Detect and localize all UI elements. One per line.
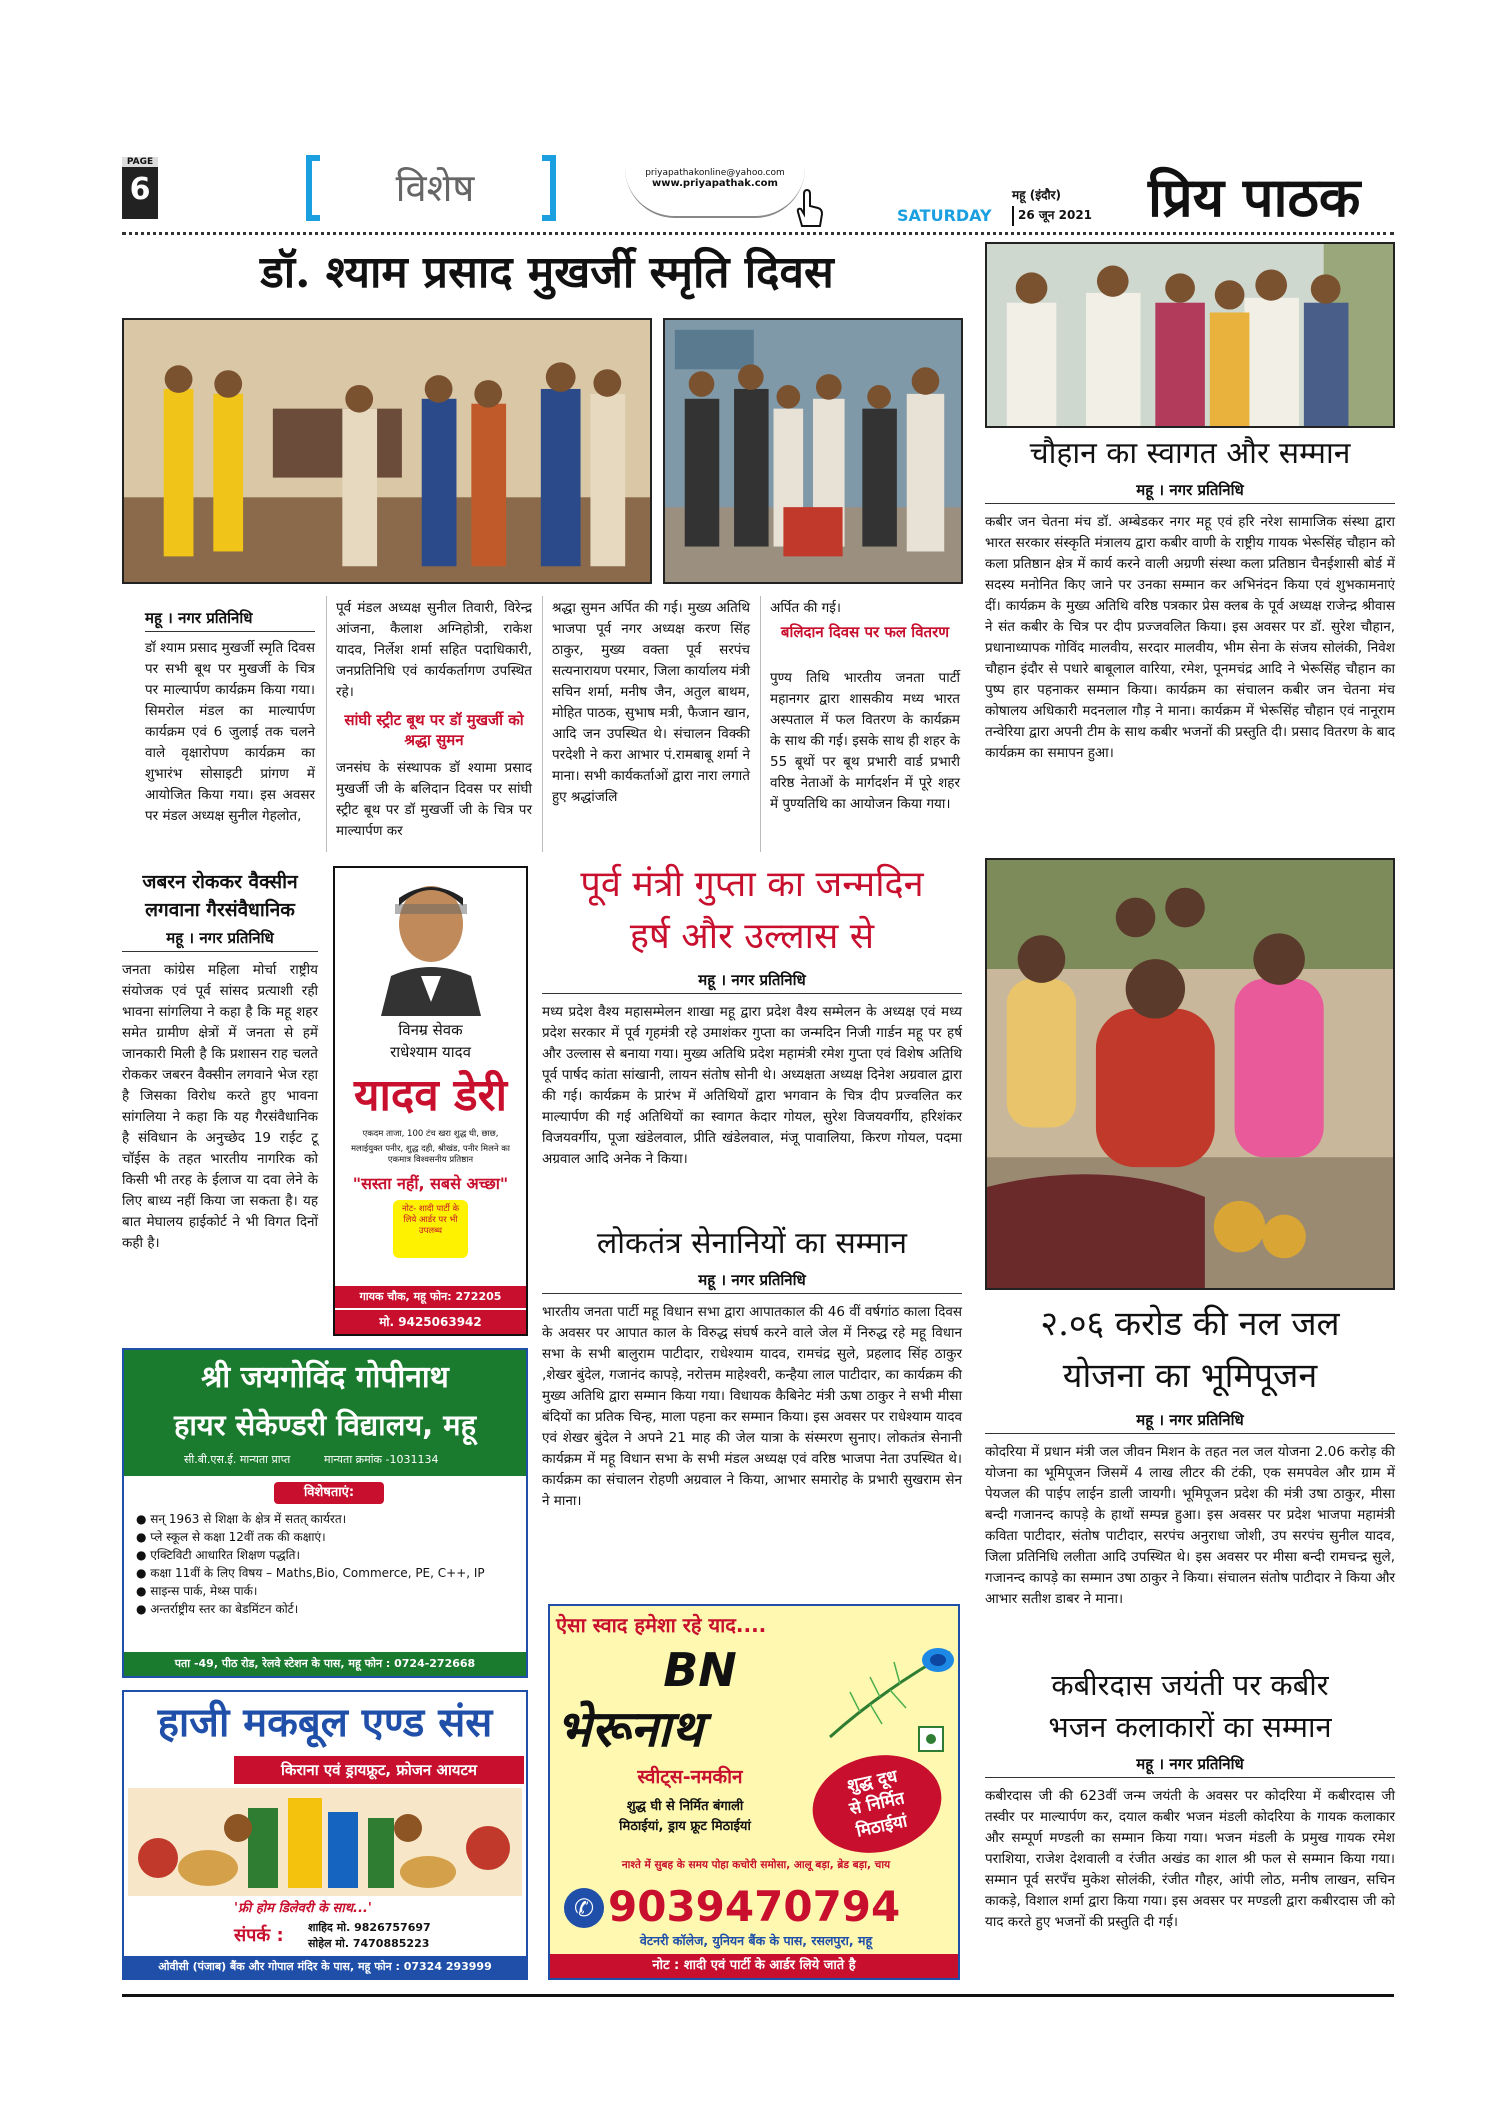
gupta-headline-1: पूर्व मंत्री गुप्ता का जन्मदिन <box>580 864 924 905</box>
kabir-headline-2: भजन कलाकारों का सम्मान <box>1048 1710 1332 1744</box>
yadav-line-1: एकदम ताजा, 100 टंच खरा शुद्ध घी, छाछ, <box>362 1129 499 1139</box>
section-bracket-left <box>306 155 320 221</box>
gupta-byline: महू । नगर प्रतिनिधि <box>542 970 962 994</box>
loktantra-byline: महू । नगर प्रतिनिधि <box>542 1270 962 1294</box>
yadav-caption-2: राधेश्याम यादव <box>390 1043 471 1061</box>
nal-jal-body: कोदरिया में प्रधान मंत्री जल जीवन मिशन के तहत नल जल योजना 2.06 करोड़ की योजना का भूमिपूजन जिसमें 4 लाख लीटर की टंकी, एक समपवेल और ग्राम में पेयजल की पाईप लाईन डाली जायगी। भूमिपूजन प्रदेश की मंत्री उषा ठाकुर, मीसा बन्दी गजानन्द कापड़े के हाथों सम्पन्न हुआ। इस अवसर पर प्रदेश भाजपा महामंत्री कविता पाटीदार, संतोष पाटीदार, सरपंच अनुराधा जोशी, उप सरपंच सुनील यादव, जिला प्रतिनिधि ललीता आदि उपस्थित थे। इस अवसर पर मीसा बन्दी रामचन्द्र सुले, गजानन्द कापड़े का सम्मान उषा ठाकुर ने किया। संचालन संतोष पाटीदार ने किया और आभार सतीश डाबर ने माना। <box>985 1444 1395 1607</box>
school-feature: ● अन्तर्राष्ट्रीय स्तर का बेडमिंटन कोर्ट। <box>136 1602 299 1616</box>
haji-ad <box>122 1690 528 1980</box>
main-subhead-1: सांघी स्ट्रीट बूथ पर डॉ मुखर्जी को श्रद्धा सुमन <box>344 711 524 749</box>
col-rule <box>760 596 761 852</box>
main-photo-2 <box>663 318 963 584</box>
page-tag <box>122 157 158 219</box>
haji-footer: ओवीसी (पंजाब) बैंक और गोपाल मंदिर के पास, महू फोन : 07324 293999 <box>124 1956 526 1978</box>
bheru-logo: BN <box>663 1643 737 1697</box>
bheru-badge-3: मिठाईयां <box>854 1811 910 1842</box>
bheru-line-1: शुद्ध घी से निर्मित बंगाली <box>626 1799 744 1814</box>
bheru-address: वेटनरी कॉलेज, युनियन बैंक के पास, रसलपुरा, महू <box>639 1933 873 1948</box>
school-title-2: हायर सेकेण्डरी विद्यालय, महू <box>173 1408 477 1442</box>
bheru-note: नोट : शादी एवं पार्टी के आर्डर लिये जाते है <box>550 1954 958 1978</box>
kabir-byline: महू । नगर प्रतिनिधि <box>985 1754 1395 1778</box>
bheru-breakfast: नाश्ते में सुबह के समय पोहा कचोरी समोसा, आलू बड़ा, ब्रेड बड़ा, चाय <box>621 1859 891 1871</box>
page-tag-label: PAGE <box>122 157 158 167</box>
vaccine-headline: जबरन रोककर वैक्सीन लगवाना गैरसंवैधानिक <box>142 871 298 921</box>
bheru-badge-2: से निर्मित <box>847 1788 907 1820</box>
school-feature-text: साइन्स पार्क, मेथ्स पार्क। <box>150 1584 258 1598</box>
date-label: 26 जून 2021 <box>1012 206 1102 226</box>
school-feature-text: अन्तर्राष्ट्रीय स्तर का बेडमिंटन कोर्ट। <box>150 1602 299 1616</box>
col-rule <box>326 596 327 852</box>
haji-contact-2: सोहेल मो. 7470885223 <box>308 1937 430 1950</box>
col-rule <box>542 596 543 852</box>
school-features-title: विशेषताएं: <box>274 1482 384 1504</box>
haji-grocery-image <box>128 1788 522 1896</box>
school-ad <box>122 1348 528 1678</box>
kabir-headline-1: कबीरदास जयंती पर कबीर <box>1051 1668 1329 1702</box>
school-feature: ● कक्षा 11वीं के लिए विषय – Maths,Bio, Commerce, PE, C++, IP <box>136 1566 485 1580</box>
masthead-rule <box>122 232 1394 235</box>
main-subhead-2: बलिदान दिवस पर फल वितरण <box>780 623 950 641</box>
gupta-body: मध्य प्रदेश वैश्य महासम्मेलन शाखा महू द्वारा प्रदेश वैश्य सम्मेलन के अध्यक्ष एवं मध्य प्रदेश सरकार में पूर्व गृहमंत्री रहे उमाशंकर गुप्ता का जन्मदिन निजी गार्डन महू पर हर्ष और उल्लास से बनाया गया। मुख्य अतिथि प्रदेश महामंत्री रमेश गुप्ता एवं विशेष अतिथि पूर्व पार्षद कांता सांखानी, लायन संतोष सोनी थे। अध्यक्षता अध्यक्ष दिनेश अग्रवाल द्वारा की गई। कार्यक्रम के प्रारंभ में अतिथियों द्वारा भगवान के चित्र दीप प्रज्वलित कर माल्यार्पण की गई अतिथियों का स्वागत केदार गोयल, सुरेश विजयवर्गीय, हरिशंकर विजयवर्गीय, पूजा खंडेलवाल, प्रीति खंडेलवाल, मंजू पावालिया, किरण गोयल, पदमा अग्रवाल आदि अनेक ने किया। <box>542 1004 962 1167</box>
yadav-mobile: मो. 9425063942 <box>335 1310 526 1334</box>
yadav-portrait <box>375 876 487 1016</box>
main-byline: महू । नगर प्रतिनिधि <box>145 608 315 632</box>
nal-jal-headline-2: योजना का भूमिपूजन <box>1062 1356 1318 1396</box>
bheru-ad <box>548 1604 960 1980</box>
school-feature-list <box>136 1510 522 1644</box>
yadav-address: गायक चौक, महू फोन: 272205 <box>335 1286 526 1308</box>
vaccine-body: जनता कांग्रेस महिला मोर्चा राष्ट्रीय संयोजक एवं पूर्व सांसद प्रत्याशी रही भावना सांगलिया ने कहा है कि महू शहर समेत ग्रामीण क्षेत्रों में जनता से हमें जानकारी मिली है कि प्रशासन राह चलते रोककर जबरन वैक्सीन लगवाने भेज रहा है जिसका विरोध करते हुए भावना सांगलिया ने कहा कि यह गैरसंवैधानिक है संविधान के अनुच्छेद 19 राईट टू चॉईस के तहत भारतीय नागरिक को किसी भी तरह के ईलाज या दवा लेने के लिए बाध्य नहीं किया जा सकता है। यह बात मेघालय हाईकोर्ट ने भी विगत दिनों कही है। <box>122 962 318 1251</box>
gupta-headline-2: हर्ष और उल्लास से <box>629 916 875 957</box>
school-affiliation: सी.बी.एस.ई. मान्यता प्राप्त <box>184 1453 291 1466</box>
yadav-brand: यादव डेरी <box>354 1070 507 1121</box>
school-reg: मान्यता क्रमांक -1031134 <box>324 1453 439 1466</box>
school-feature-text: कक्षा 11वीं के लिए विषय – Maths,Bio, Commerce, PE, C++, IP <box>150 1566 485 1580</box>
chauhan-byline: महू । नगर प्रतिनिधि <box>985 480 1395 504</box>
main-col2: पूर्व मंडल अध्यक्ष सुनील तिवारी, विरेन्द्र आंजना, कैलाश अग्निहोत्री, राकेश यादव, निर्लेश शर्मा सहित पदाधिकारी, जनप्रतिनिधि एवं कार्यकर्तागण उपस्थित रहे। <box>336 600 532 700</box>
yadav-ad <box>333 866 528 1336</box>
kabir-body: कबीरदास जी की 623वीं जन्म जयंती के अवसर पर कोदरिया में कबीरदास जी तस्वीर पर माल्यार्पण कर, दयाल कबीर भजन मंडली कोदरिया के गायक कलाकार और सम्पूर्ण मण्डली का सम्मान किया गया। भजन मंडली के प्रमुख गायक रमेश पराशिया, राजेश देशवाली व रंजीत अखंड का शाल श्री फल से सम्मान किया गया। सम्मान पूर्व सरपँच मुकेश सोलंकी, रंजीत गौहर, आंपी लोठ, मनीष लाखन, सचिन काकड़े, विशाल शर्मा द्वारा किया गया। इस अवसर पर मण्डली द्वारा कबीरदास जी को याद करते हुए भजनों की प्रस्तुति दी गई। <box>985 1788 1395 1930</box>
chauhan-photo <box>985 242 1395 428</box>
main-col4: पुण्य तिथि भारतीय जनता पार्टी महानगर द्वारा शासकीय मध्य भारत अस्पताल में फल वितरण के कार्यक्रम के साथ की गई। इसके साथ ही शहर के 55 बूथों पर बूथ प्रभारी वार्ड प्रभारी वरिष्ठ नेताओं के मार्गदर्शन में पूरे शहर में पुण्यतिथि का आयोजन किया गया। <box>770 670 960 812</box>
hand-cursor-icon <box>792 188 826 228</box>
day-label: SATURDAY <box>897 206 992 225</box>
haji-contact-label: संपर्क : <box>234 1925 284 1946</box>
main-col2b: जनसंघ के संस्थापक डॉ श्यामा प्रसाद मुखर्जी जी के बलिदान दिवस पर सांघी स्ट्रीट बूथ पर डॉ मुखर्जी जी के चित्र पर माल्यार्पण कर <box>336 760 532 839</box>
page-bottom-rule <box>122 1994 1394 1997</box>
haji-delivery: 'फ्री होम डिलेवरी के साथ...' <box>234 1901 372 1916</box>
city-label: महू (इंदौर) <box>1012 188 1061 202</box>
website-link[interactable]: www.priyapathak.com <box>652 178 778 189</box>
vaccine-byline: महू । नगर प्रतिनिधि <box>122 928 318 952</box>
email-text: priyapathakonline@yahoo.com <box>645 168 785 178</box>
yadav-slogan: "सस्ता नहीं, सबसे अच्छा" <box>352 1174 509 1193</box>
page-number: 6 <box>129 172 151 207</box>
school-title-1: श्री जयगोविंद गोपीनाथ <box>201 1360 449 1395</box>
bheru-brand: भेरूनाथ <box>556 1700 703 1758</box>
main-col3: श्रद्धा सुमन अर्पित की गई। मुख्य अतिथि भाजपा पूर्व नगर अध्यक्ष करण सिंह ठाकुर, मुख्य वक्ता पूर्व सरपंच सत्यनारायण परमार, जिला कार्यालय मंत्री सचिन शर्मा, मनीष जैन, अतुल बाथम, मोहित पाठक, सुभाष मत्री, फैजान खान, आदि जन उपस्थित थे। संचालन विक्की परदेशी ने करा आभार पं.रामबाबू शर्मा ने माना। सभी कार्यकर्ताओं द्वारा नारा लगाते हुए श्रद्धांजलि <box>552 600 750 805</box>
school-feature: ● साइन्स पार्क, मेथ्स पार्क। <box>136 1584 258 1598</box>
yadav-caption-1: विनम्र सेवक <box>398 1021 463 1039</box>
school-feature-text: प्ले स्कूल से कक्षा 12वीं तक की कक्षाएं। <box>150 1530 326 1544</box>
phone-icon: ✆ <box>564 1888 604 1928</box>
main-col4a: अर्पित की गई। <box>770 600 841 616</box>
nal-jal-headline-1: २.०६ करोड की नल जल <box>1040 1304 1340 1344</box>
bheru-tagline: ऐसा स्वाद हमेशा रहे याद.... <box>556 1613 767 1637</box>
bheru-badge-1: शुद्ध दूध <box>845 1766 900 1797</box>
paper-logo: प्रिय पाठक <box>1148 165 1361 229</box>
school-feature: ● प्ले स्कूल से कक्षा 12वीं तक की कक्षाएं। <box>136 1530 326 1544</box>
bheru-phone[interactable]: 9039470794 <box>608 1882 901 1931</box>
section-bracket-right <box>542 155 556 221</box>
school-title-band <box>124 1350 526 1476</box>
loktantra-headline: लोकतंत्र सेनानियों का सम्मान <box>596 1226 908 1261</box>
school-address: पता -49, पीठ रोड, रेलवे स्टेशन के पास, महू फोन : 0724-272668 <box>124 1652 526 1676</box>
main-col1: डॉ श्याम प्रसाद मुखर्जी स्मृति दिवस पर सभी बूथ पर मुखर्जी के चित्र पर माल्यार्पण कार्यक्रम किया गया। सिमरोल मंडल का माल्यार्पण कार्यक्रम एवं 6 जुलाई तक चलने वाले वृक्षारोपण कार्यक्रम का शुभारंभ सोसाइटी प्रांगण में आयोजित किया गया। इस अवसर पर मंडल अध्यक्ष सुनील गेहलोत, <box>145 640 315 824</box>
school-feature-text: सन् 1963 से शिक्षा के क्षेत्र में सतत् कार्यरत। <box>150 1512 347 1526</box>
school-feature: ● सन् 1963 से शिक्षा के क्षेत्र में सतत् कार्यरत। <box>136 1512 347 1526</box>
yadav-note: नोट- शादी पार्टी के लिये आर्डर पर भी उपलब्ध <box>393 1200 468 1258</box>
section-title: विशेष <box>395 166 475 210</box>
haji-subtitle: किराना एवं ड्रायफ्रूट, फ्रोजन आयटम <box>234 1756 524 1784</box>
bheru-sub: स्वीट्स-नमकीन <box>637 1766 743 1788</box>
haji-contact-1: शाहिद मो. 9826757697 <box>308 1921 431 1934</box>
main-photo-1 <box>122 318 652 584</box>
nal-jal-byline: महू । नगर प्रतिनिधि <box>985 1410 1395 1434</box>
chauhan-headline: चौहान का स्वागत और सम्मान <box>1029 436 1351 471</box>
yadav-line-2: मलाईयुक्त पनीर, शुद्ध दही, श्रीखंड, पनीर मिलने का एकमात्र विश्वसनीय प्रतिष्ठान <box>350 1144 511 1165</box>
loktantra-body: भारतीय जनता पार्टी महू विधान सभा द्वारा आपातकाल की 46 वीं वर्षगांठ काला दिवस के अवसर पर आपात काल के विरुद्ध संघर्ष करने वाले जेल में निरुद्ध रहे महू विधान सभा के सभी बालुराम पाटीदार, राधेश्याम यादव, रामचंद्र सुले, प्रहलाद सिंह ठाकुर ,शेखर बुंदेल, गजानंद कापड़े, नरोत्तम माहेश्वरी, कन्हैया लाल पाटीदार, का कार्यक्रम की मुख्य अतिथि द्वारा सम्मान किया गया। विधायक कैबिनेट मंत्री ऊषा ठाकुर ने सभी मीसा बंदियों का प्रतिक चिन्ह, माला पहना कर सम्मान किया। इस अवसर पर राधेश्याम यादव एवं शेखर बुंदेल ने अपने 21 माह की जेल यात्रा के संस्मरण सुनाए। लोकतंत्र सेनानी कार्यक्रम में महू विधान सभा के सभी मंडल अध्यक्ष एवं वरिष्ठ भाजपा नेता उपस्थित थे। कार्यक्रम का संचालन रोहणी अग्रवाल ने किया, आभार समारोह के प्रभारी सुखराम सेन ने माना। <box>542 1304 962 1509</box>
main-headline: डॉ. श्याम प्रसाद मुखर्जी स्मृति दिवस <box>260 247 834 298</box>
contact-block <box>625 168 805 218</box>
bheru-milk-badge <box>803 1744 950 1865</box>
bheru-line-2: मिठाईयां, ड्राय फ्रूट मिठाईयां <box>619 1819 751 1834</box>
chauhan-body: कबीर जन चेतना मंच डॉ. अम्बेडकर नगर महू एवं हरि नरेश सामाजिक संस्था द्वारा भारत सरकार संस्कृति मंत्रालय द्वारा कबीर वाणी के राष्ट्रीय गायक भेरूसिंह चौहान को कला प्रतिष्ठान क्षेत्र में कार्य करने वाली अग्रणी संस्था कला प्रतिष्ठान चैनईशासी बोर्ड में सदस्य मनोनित किए जाने पर उनका सम्मान कर अभिनंदन किया एवं शुभकामनाएं दीं। कार्यक्रम के मुख्य अतिथि वरिष्ठ पत्रकार प्रेस क्लब के पूर्व अध्यक्ष राजेन्द्र श्रीवास ने संत कबीर के चित्र पर दीप प्रज्जवलित किया। इस अवसर पर डॉ. सुरेश चौहान, प्रधानाध्यापक गोविंद मालवीय, सरदार मालवीय, भीम सेना के संजय सोलंकी, निवेश चौहान इंदौर से पधारे बाबूलाल वारिया, रमेश, पूनमचंद्र आदि ने भेरूसिंह चौहान का पुष्प हार पहनाकर सम्मान किया। कार्यक्रम का संचालन कबीर जन चेतना मंच कोषालय अधिकारी मदनलाल गौड़ ने माना। कार्यक्रम में भेरूसिंह चौहान एवं नानूराम तन्वेरिया द्वारा अपनी टीम के साथ कबीर भजनों की प्रस्तुति दी। प्रसाद वितरण के बाद कार्यक्रम का समापन हुआ। <box>985 514 1395 761</box>
nal-jal-photo <box>985 858 1395 1290</box>
haji-title: हाजी मकबूल एण्ड संस <box>157 1700 493 1746</box>
school-feature: ● एक्टिविटी आधारित शिक्षण पद्धति। <box>136 1548 301 1562</box>
school-feature-text: एक्टिविटी आधारित शिक्षण पद्धति। <box>150 1548 301 1562</box>
